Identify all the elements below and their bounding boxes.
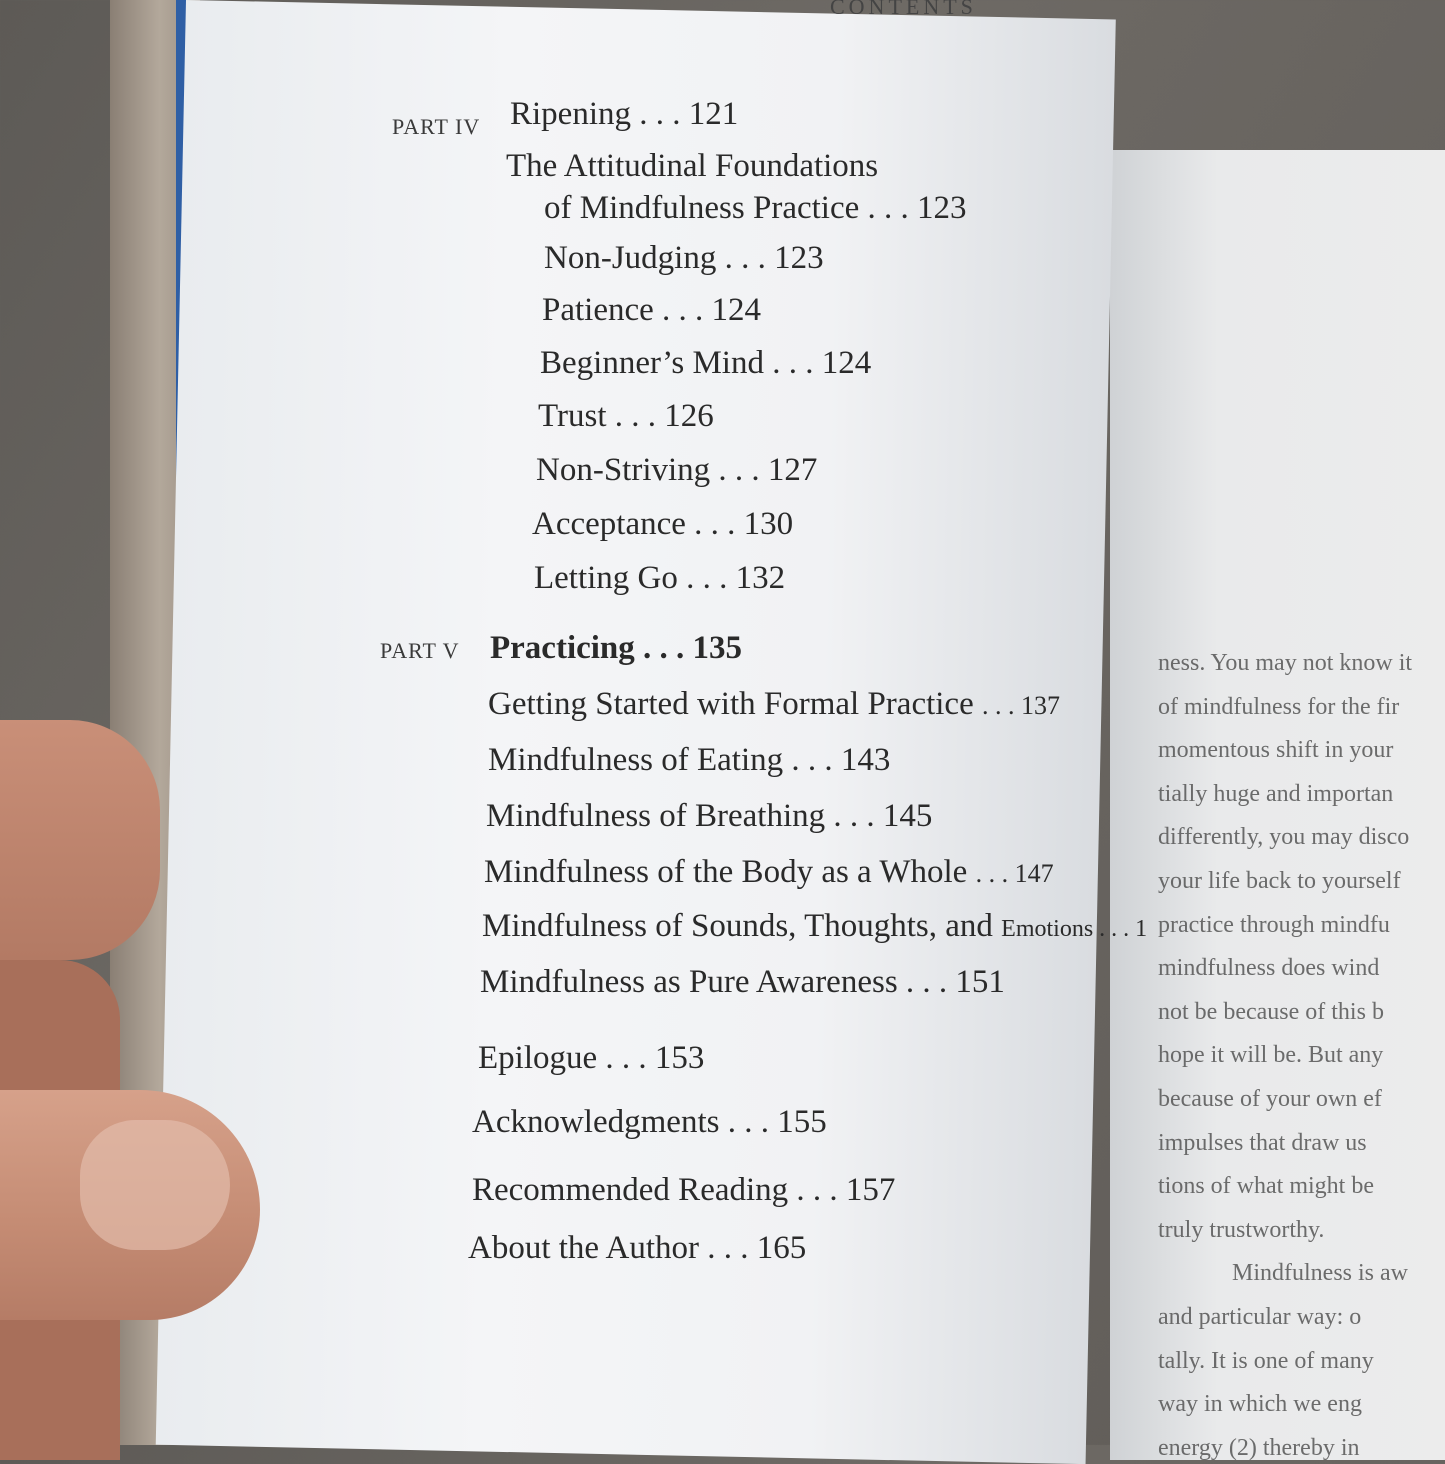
- toc-entry: Mindfulness as Pure Awareness . . . 151: [480, 964, 1005, 1000]
- right-line: not be because of this b: [1158, 998, 1384, 1025]
- part-iv-title: Ripening . . . 121: [510, 96, 739, 132]
- right-line: impulses that draw us: [1158, 1129, 1367, 1156]
- toc-entry: Epilogue . . . 153: [478, 1040, 705, 1076]
- toc-entry-text: Mindfulness of the Body as a Whole: [484, 854, 968, 890]
- right-line: way in which we eng: [1158, 1391, 1362, 1418]
- toc-entry: Non-Judging . . . 123: [544, 240, 824, 276]
- toc-entry: Recommended Reading . . . 157: [472, 1172, 896, 1208]
- toc-entry: Acknowledgments . . . 155: [472, 1104, 827, 1140]
- right-line: because of your own ef: [1158, 1085, 1382, 1112]
- right-line: tions of what might be: [1158, 1173, 1374, 1200]
- toc-entry: of Mindfulness Practice . . . 123: [544, 190, 967, 226]
- right-line: practice through mindfu: [1158, 911, 1390, 938]
- toc-entry-page: Emotions . . . 1: [1001, 916, 1148, 942]
- toc-entry: Beginner’s Mind . . . 124: [540, 345, 872, 381]
- right-line: hope it will be. But any: [1158, 1042, 1384, 1069]
- toc-entry: [482, 908, 1147, 945]
- toc-entry: Acceptance . . . 130: [532, 506, 794, 542]
- part-iv-label: PART IV: [392, 114, 481, 139]
- toc-entry: Patience . . . 124: [542, 292, 762, 328]
- right-line: your life back to yourself: [1158, 867, 1401, 894]
- running-header: CONTENTS: [830, 0, 977, 19]
- right-line: tally. It is one of many: [1158, 1347, 1374, 1374]
- part-v-label: PART V: [380, 638, 460, 663]
- toc-entry: Non-Striving . . . 127: [536, 452, 818, 488]
- toc-entry-page: . . . 137: [981, 691, 1060, 720]
- toc-entry-text: Mindfulness of Sounds, Thoughts, and: [482, 908, 993, 944]
- toc-entry: Mindfulness of Breathing . . . 145: [486, 798, 933, 834]
- toc-entry: The Attitudinal Foundations: [506, 148, 879, 184]
- right-line: ness. You may not know it: [1158, 650, 1413, 676]
- toc-entry: [488, 686, 1060, 723]
- right-line: differently, you may disco: [1158, 824, 1410, 851]
- right-line: and particular way: o: [1158, 1303, 1362, 1330]
- right-line: momentous shift in your: [1158, 737, 1394, 764]
- right-line: energy (2) thereby in: [1158, 1434, 1360, 1460]
- right-line: of mindfulness for the fir: [1158, 693, 1400, 720]
- toc-entry: Letting Go . . . 132: [534, 560, 786, 596]
- finger: [0, 720, 160, 960]
- toc-entry: Trust . . . 126: [538, 398, 714, 434]
- toc-entry: About the Author . . . 165: [468, 1230, 807, 1266]
- right-line: mindfulness does wind: [1158, 955, 1380, 982]
- right-line: tially huge and importan: [1158, 780, 1394, 807]
- toc-entry-text: Getting Started with Formal Practice: [488, 686, 974, 722]
- right-line: Mindfulness is aw: [1232, 1260, 1408, 1287]
- toc-entry-page: . . . 147: [975, 859, 1054, 888]
- toc-entry: Mindfulness of Eating . . . 143: [488, 742, 891, 778]
- thumbnail: [80, 1120, 230, 1250]
- right-line: truly trustworthy.: [1158, 1216, 1325, 1243]
- part-v-title: Practicing . . . 135: [490, 630, 743, 666]
- toc-entry: [484, 854, 1054, 891]
